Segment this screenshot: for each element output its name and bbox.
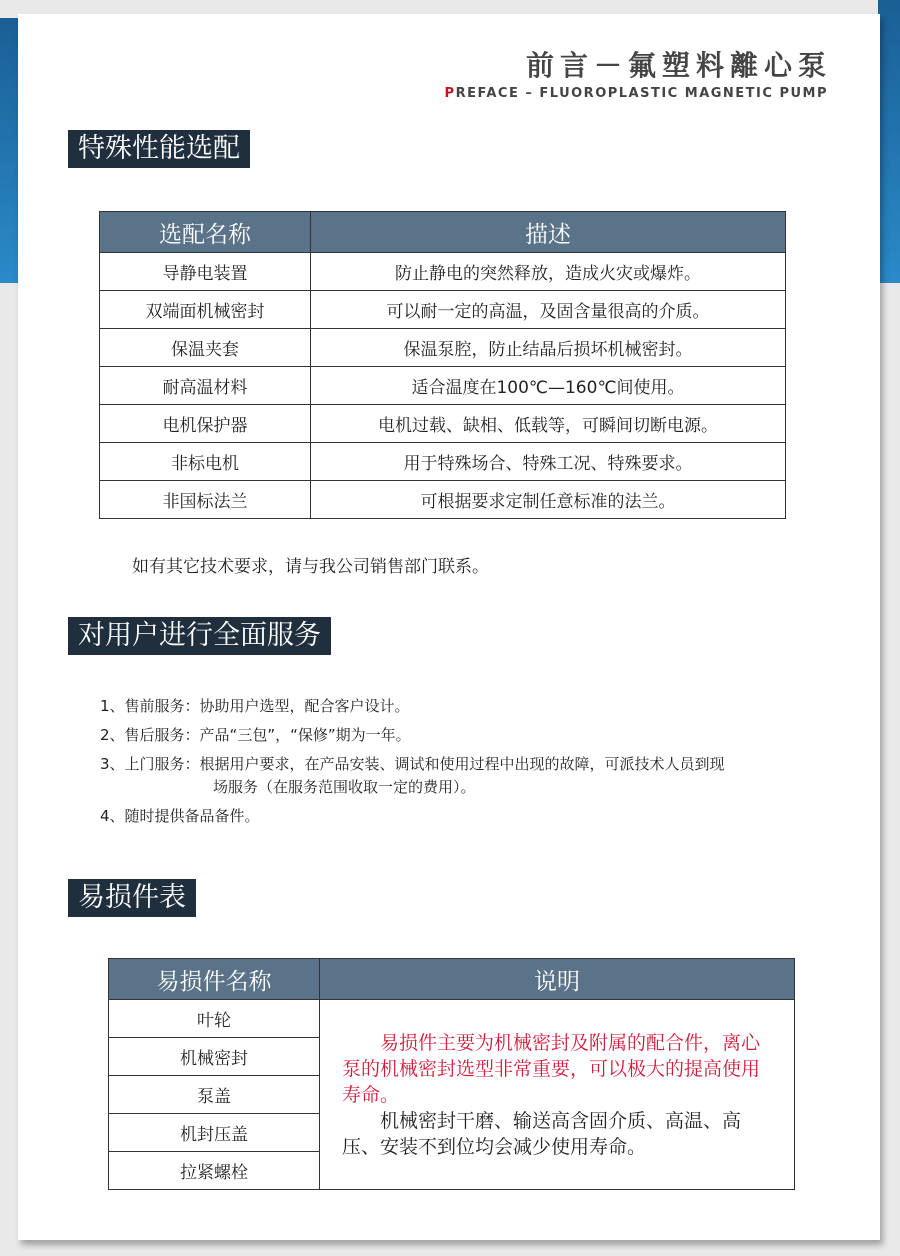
contact-note: 如有其它技术要求，请与我公司销售部门联系。 (132, 557, 489, 577)
col-header: 说明 (320, 959, 795, 1000)
option-desc: 电机过载、缺相、低载等，可瞬间切断电源。 (311, 405, 786, 443)
option-name: 非标电机 (100, 443, 311, 481)
desc-red: 易损件主要为机械密封及附属的配合件，离心泵的机械密封选型非常重要，可以极大的提高使用寿命。 (342, 1031, 761, 1106)
section-title-service: 对用户进行全面服务 (68, 617, 331, 655)
decor-bar-right (878, 0, 900, 283)
page-subtitle: PREFACE – FLUOROPLASTIC MAGNETIC PUMP (444, 86, 828, 101)
parts-table (108, 958, 795, 1190)
table-row (100, 329, 786, 367)
page-title: 前言－氟塑料離心泵 (525, 49, 832, 82)
list-item: 3、上门服务：根据用户要求，在产品安装、调试和使用过程中出现的故障，可派技术人员到现 (100, 755, 725, 773)
section-title-options: 特殊性能选配 (68, 130, 250, 168)
table-row (100, 481, 786, 519)
decor-bar-left (0, 18, 20, 283)
option-desc: 适合温度在100℃—160℃间使用。 (311, 367, 786, 405)
service-list (100, 692, 725, 831)
options-table (99, 211, 786, 519)
table-row (100, 405, 786, 443)
option-desc: 防止静电的突然释放，造成火灾或爆炸。 (311, 253, 786, 291)
part-name: 拉紧螺栓 (109, 1152, 320, 1190)
option-name: 导静电装置 (100, 253, 311, 291)
table-row (109, 1000, 795, 1038)
part-name: 机械密封 (109, 1038, 320, 1076)
option-name: 双端面机械密封 (100, 291, 311, 329)
col-header: 选配名称 (100, 212, 311, 253)
list-item: 1、售前服务：协助用户选型，配合客户设计。 (100, 697, 410, 715)
part-name: 泵盖 (109, 1076, 320, 1114)
part-name: 叶轮 (109, 1000, 320, 1038)
part-name: 机封压盖 (109, 1114, 320, 1152)
option-name: 非国标法兰 (100, 481, 311, 519)
table-row (100, 443, 786, 481)
table-row (100, 367, 786, 405)
option-name: 保温夹套 (100, 329, 311, 367)
parts-description (320, 1000, 795, 1190)
desc-black: 机械密封干磨、输送高含固介质、高温、高压、安装不到位均会减少使用寿命。 (342, 1109, 742, 1158)
col-header: 易损件名称 (109, 959, 320, 1000)
section-title-parts: 易损件表 (68, 879, 196, 917)
option-name: 电机保护器 (100, 405, 311, 443)
table-row (100, 253, 786, 291)
option-desc: 保温泵腔，防止结晶后损坏机械密封。 (311, 329, 786, 367)
list-item: 4、随时提供备品备件。 (100, 807, 260, 825)
col-header: 描述 (311, 212, 786, 253)
option-desc: 可以耐一定的高温，及固含量很高的介质。 (311, 291, 786, 329)
option-name: 耐高温材料 (100, 367, 311, 405)
list-item: 场服务（在服务范围收取一定的费用）。 (213, 778, 476, 796)
option-desc: 可根据要求定制任意标准的法兰。 (311, 481, 786, 519)
list-item: 2、售后服务：产品“三包”，“保修”期为一年。 (100, 726, 411, 744)
table-row (100, 291, 786, 329)
option-desc: 用于特殊场合、特殊工况、特殊要求。 (311, 443, 786, 481)
